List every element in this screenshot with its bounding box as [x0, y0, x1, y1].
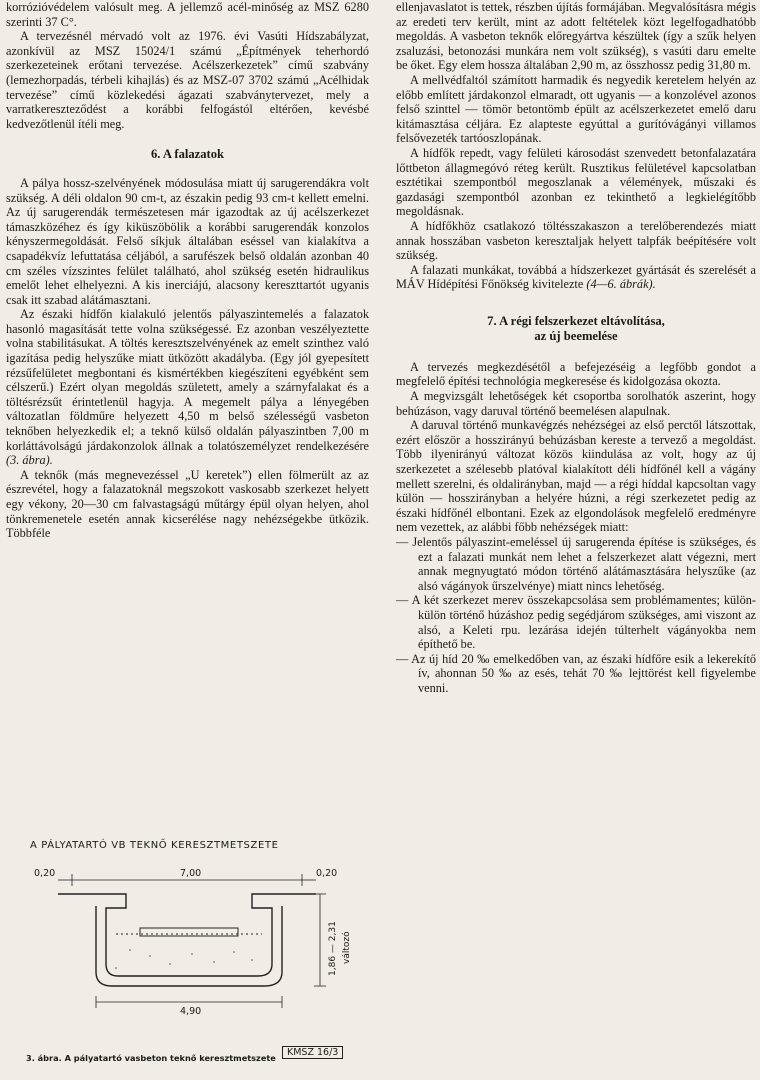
paragraph: [6, 307, 369, 468]
paragraph: A megvizsgált lehetőségek két csoportba sorolhatók aszerint, hogy behúzáson, vagy daruval történő beemelésen alapulnak.: [396, 389, 756, 418]
paragraph: [396, 263, 756, 292]
section-heading-6: 6. A falazatok: [150, 147, 225, 162]
paragraph: A tervezésnél mérvadó volt az 1976. évi Vasúti Hídszabályzat, azonkívül az MSZ 15024/1 számú „Építmények teherhordó szerkezeteinek erőtani tervezése. Acélszerkezetek” című szabvány (lemezhorpadás, térbeli kihajlás) és az MSZ-07 3702 számú „Acélhidak tervezése” című közlekedési ágazati szabványtervezet, mely a varratkereszteződést a korábbi felfogástól eltérően, kevésbé kedvezőtlenül ítéli meg.: [6, 29, 369, 131]
paragraph: A hídfőkhöz csatlakozó töltésszakaszon a terelőberendezés miatt annak hosszában vasbeton keresztaljak helyett talpfák beépítésére volt szükség.: [396, 218, 756, 263]
paragraph: A mellvédfaltól számított harmadik és negyedik keretelem helyén az előbb említett járdakonzol elmaradt, ott ugyanis — a konzolével azonos felső szinttel — tömör betontömb épült az acélszerkezetet emelő daru kitámasztása céljára. Ez alapteste egyúttal a gurítóvágányi villamos felsővezeték tartóoszlopának.: [396, 72, 756, 146]
paragraph: A pálya hossz-szelvényének módosulása miatt új sarugerendákra volt szükség. A déli oldalon 90 cm-t, az északin pedig 93 cm-t kellett emelni. Az új sarugerendák természetesen már igazodtak az új acélszerkezet támaszközéhez és így kiküszöbölik a korábbi sarugerendák konzolos kényszermegoldását. Felső síkjuk általában eséssel van kialakítva a csapadékvíz lefuttatása céljából, a sarufészek belső oldalán azonban 40 cm széles vízszintes felület található, ahol szükség esetén hidraulikus emelőt lehet elhelyezni. A kis inerciájú, alacsony kereszttartót ugyanis csak itt szabad alátámasztani.: [6, 175, 369, 307]
dimension-left: 0,20: [34, 868, 56, 879]
list-item: — Az új híd 20 ‰ emelkedőben van, az északi hídfőre esik a lekerekítő ív, ahonnan 50 ‰ az esés, tehát 70 ‰ lejttörést kell figyelembe venni.: [396, 651, 756, 695]
section-heading-line: 7. A régi felszerkezet eltávolítása,: [487, 313, 665, 328]
right-column: [396, 0, 756, 696]
list-item: — Jelentős pályaszint-emeléssel új sarugerenda építése is szükséges, és ezt a falazati munkát nem lehet a felszerkezet alatt végezni, mert annak megnyugtató módon történő alátámasztására helyszűke (az alsó vágányok űrszelvénye) miatt nincs lehetőség.: [396, 535, 756, 593]
section-heading-7: [396, 314, 756, 344]
figure-stamp: KMSZ 16/3: [282, 1046, 343, 1059]
list-item: — A két szerkezet merev összekapcsolása sem problémamentes; külön-külön történő húzáshoz pedig segédjárom szükséges, ami viszont az alsó, a Keleti rpu. lezárása idején túlterhelt vágányokba nem építhető be.: [396, 593, 756, 652]
left-column: [6, 0, 369, 541]
section-heading-line: az új beemelése: [534, 328, 618, 343]
paragraph: ellenjavaslatot is tettek, részben újítás formájában. Megvalósításra mégis az eredeti terv került, mint az adott feltételek közt legelfogadhatóbb megoldás. A vasbeton teknők előregyártva készültek (így a szűk helyen zsaluzási, betonozási munkára nem volt szükség), s vasúti daru emelte be őket. Egy elem hossza általában 2,90 m, az összhossz pedig 31,80 m.: [396, 0, 756, 73]
figure-reference: (4—6. ábrák).: [586, 277, 656, 292]
paragraph-text: A falazati munkákat, továbbá a hídszerkezet gyártását és szerelését a MÁV Hídépítési Főnökség kivitelezte: [396, 262, 756, 292]
figure-reference: (3. ábra).: [6, 453, 53, 468]
paragraph: A hídfők repedt, vagy felületi károsodást szenvedett betonfalazatára lőttbeton állagmegóvó réteg került. Rusztikus felületével kapcsolatban esztétikai szempontból megoszlanak a vélemények, műszaki és gazdasági szempontból azonban ez tekinthető a legkielégítőbb megoldásnak.: [396, 145, 756, 219]
paragraph: A teknők (más megnevezéssel „U keretek”) ellen fölmerült az az észrevétel, hogy a falazatoknál megszokott vaskosabb szerkezet helyett egy vékony, 20—30 cm falvastagságú műtárgy épül olyan helyen, ahol tönkremenetele esetén annak kicserélése nagy nehézségekbe ütközik. Többféle: [6, 467, 369, 541]
paragraph: korrózióvédelem valósult meg. A jellemző acél-minőség az MSZ 6280 szerinti 37 C°.: [6, 0, 369, 29]
dimension-width: 7,00: [180, 868, 202, 879]
dimension-right: 0,20: [316, 868, 338, 879]
paragraph: A daruval történő munkavégzés nehézségei az első perctől látszottak, ezért először a hosszirányú behúzásban kereste a tervező a megoldást. Több ilyenirányú változat közös kiindulása az volt, hogy az új szerkezetet a szélesebb platóval kialakított déli hídfőnél kell a vágány mellett szerelni, és oldalirányban, majd — a régi híddal kapcsoltan vagy külön — hosszirányban a helyére húzni, a régi szerkezetet pedig az északi hídfőnél elbontani. Ezek az elgondolások megfelelő eredményre nem vezettek, az alábbi főbb nehézségek miatt:: [396, 418, 756, 535]
figure-caption: 3. ábra. A pályatartó vasbeton teknő keresztmetszete: [26, 1053, 276, 1063]
dimension-height: 1,86 — 2,31: [328, 921, 338, 976]
paragraph: A tervezés megkezdésétől a befejezéséig a legfőbb gondot a megfelelő építési technológia megkeresése és kidolgozása okozta.: [396, 359, 756, 389]
cross-section-figure: [20, 836, 370, 1080]
dimension-height-note: változó: [342, 931, 352, 964]
dimension-bottom: 4,90: [180, 1006, 202, 1017]
figure-title: A PÁLYATARTÓ VB TEKNŐ KERESZTMETSZETE: [30, 840, 279, 851]
paragraph-text: Az északi hídfőn kialakuló jelentős pályaszintemelés a falazatok hasonló magasítását tette volna szükségessé. Ez azonban veszélyeztette volna stabilitásukat. A töltés keresztszelvényének az emelt szinthez való igazítása pedig helyszűke miatt ütközött akadályba. (Egy jól gyepesített rézsűfelületet megbontani és kismértékben kiegészíteni egyébként sem célszerű.) Ezért olyan megoldás született, amely a szárnyfalakat és a töltésrézsűt érintetlenül hagyja. A megemelt pálya a lényegében változatlan földműre helyezett 4,50 m belső szélességű vasbeton teknőben helyezkedik el; a teknő külső oldalán pályaszintben 7,00 m korláttávolságú járdakonzolok állnak a tolatószemélyzet rendelkezésére: [6, 307, 369, 453]
